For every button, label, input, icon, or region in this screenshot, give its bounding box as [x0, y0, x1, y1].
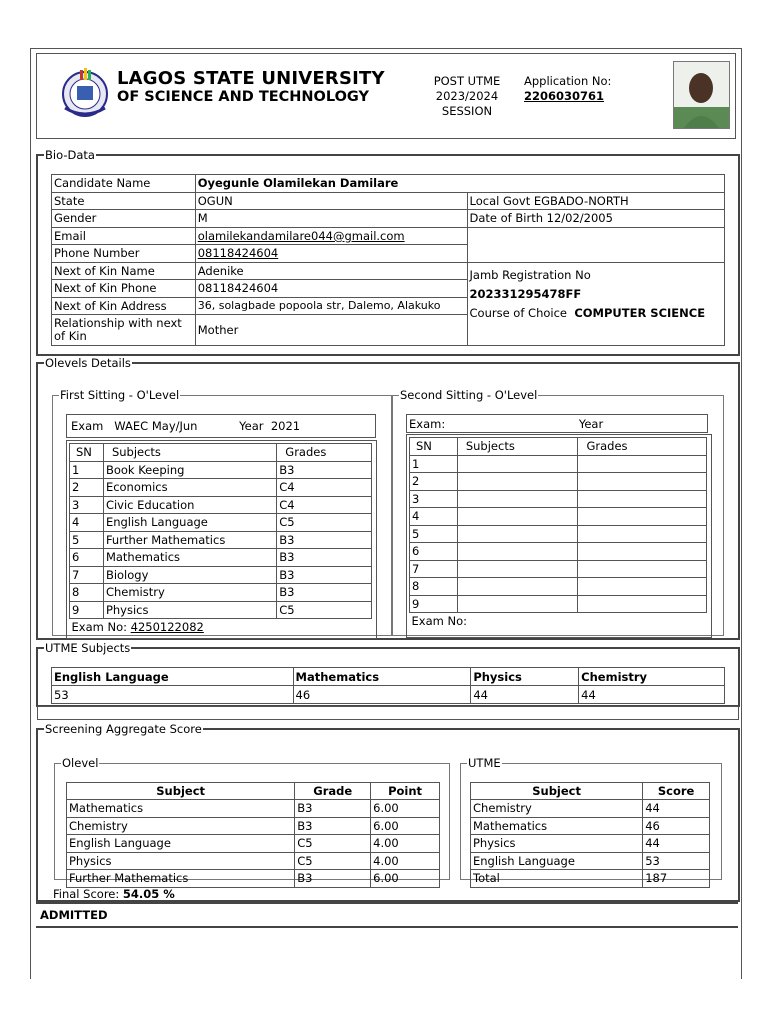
table-row — [70, 461, 372, 479]
first-exam-header — [66, 414, 376, 438]
row-subject: Chemistry — [103, 584, 276, 602]
row-grade: C5 — [277, 601, 372, 619]
first-year-value: 2021 — [270, 419, 301, 433]
row-grade — [578, 595, 707, 613]
table-row — [70, 514, 372, 532]
row-score: 44 — [643, 800, 710, 818]
application-info — [524, 74, 611, 104]
row-grade — [578, 508, 707, 526]
table-row — [410, 578, 707, 596]
table-row — [410, 560, 707, 578]
row-score: 46 — [643, 817, 710, 835]
table-row — [70, 566, 372, 584]
kin-name-value: Adenike — [195, 262, 467, 280]
row-grade — [578, 578, 707, 596]
second-exam-no-label: Exam No: — [411, 614, 467, 629]
row-subject: Book Keeping — [103, 461, 276, 479]
screening-section — [36, 722, 740, 902]
second-exam-header — [406, 414, 708, 433]
table-row — [410, 543, 707, 561]
utme-score-1: 53 — [52, 686, 294, 704]
row-subject — [457, 525, 578, 543]
row-sn: 8 — [410, 578, 458, 596]
final-score — [53, 887, 175, 901]
row-subject — [457, 578, 578, 596]
university-name-line2: OF SCIENCE AND TECHNOLOGY — [117, 89, 370, 105]
row-sn: 6 — [70, 549, 104, 567]
row-grade — [578, 490, 707, 508]
row-grade: B3 — [295, 817, 371, 835]
screening-legend: Screening Aggregate Score — [45, 722, 202, 736]
olevel-col-grade: Grade — [295, 783, 371, 800]
table-row — [471, 800, 710, 818]
jamb-label: Jamb Registration No — [469, 267, 591, 282]
first-col-subjects: Subjects — [103, 444, 276, 462]
email-value[interactable]: olamilekandamilare044@gmail.com — [195, 227, 467, 245]
row-point: 6.00 — [371, 817, 440, 835]
jamb-course-cell — [467, 262, 725, 346]
table-row — [70, 549, 372, 567]
row-subject: Chemistry — [471, 800, 643, 818]
bio-data-section — [36, 148, 740, 356]
first-exam-no: 4250122082 — [130, 620, 204, 635]
session-line3: SESSION — [441, 104, 493, 118]
first-exam-value: WAEC May/Jun — [114, 419, 198, 433]
table-row — [67, 870, 440, 888]
first-grades-table — [69, 443, 372, 636]
row-subject: English Language — [67, 835, 295, 853]
row-grade: C5 — [295, 835, 371, 853]
row-sn: 2 — [410, 473, 458, 491]
second-year-label: Year — [578, 416, 604, 431]
row-subject: Physics — [67, 852, 295, 870]
row-grade — [578, 543, 707, 561]
table-row — [70, 496, 372, 514]
bio-data-table — [51, 174, 725, 346]
screening-utme-table — [470, 782, 710, 888]
candidate-portrait-icon — [674, 62, 729, 128]
row-subject: Chemistry — [67, 817, 295, 835]
table-row — [410, 595, 707, 613]
row-sn: 6 — [410, 543, 458, 561]
gender-label: Gender — [52, 210, 196, 228]
table-row — [471, 835, 710, 853]
row-grade: B3 — [277, 549, 372, 567]
first-col-grades: Grades — [277, 444, 372, 462]
screening-olevel-section — [54, 756, 450, 886]
row-sn: 1 — [410, 455, 458, 473]
course-label: Course of Choice — [469, 305, 567, 320]
utme-subjects-table — [51, 667, 725, 704]
row-sn: 1 — [70, 461, 104, 479]
row-grade: B3 — [277, 531, 372, 549]
row-subject: Further Mathematics — [103, 531, 276, 549]
row-subject: Mathematics — [103, 549, 276, 567]
application-number: 2206030761 — [524, 89, 605, 103]
blank-cell — [467, 227, 725, 262]
row-subject: Mathematics — [67, 800, 295, 818]
course-value: COMPUTER SCIENCE — [574, 305, 706, 320]
row-subject — [457, 455, 578, 473]
second-exam-label: Exam: — [409, 416, 446, 431]
candidate-name-label: Candidate Name — [52, 175, 196, 193]
table-row — [67, 800, 440, 818]
row-sn: 8 — [70, 584, 104, 602]
olevels-legend: Olevels Details — [45, 356, 131, 370]
screening-utme-section — [460, 756, 722, 886]
row-subject: Economics — [103, 479, 276, 497]
olevel-col-point: Point — [371, 783, 440, 800]
first-sitting-legend: First Sitting - O'Level — [60, 388, 180, 402]
university-name-line1: LAGOS STATE UNIVERSITY — [117, 68, 385, 89]
row-grade — [578, 560, 707, 578]
utme-subjects-legend: UTME Subjects — [45, 641, 131, 655]
row-grade — [578, 525, 707, 543]
row-score: 53 — [643, 852, 710, 870]
first-sitting-section — [52, 388, 392, 636]
first-year-label: Year — [239, 419, 264, 433]
row-sn: 5 — [70, 531, 104, 549]
row-subject: Mathematics — [471, 817, 643, 835]
state-value: OGUN — [195, 192, 467, 210]
kin-address-label: Next of Kin Address — [52, 297, 196, 315]
admission-status: ADMITTED — [40, 908, 108, 922]
second-col-grades: Grades — [578, 438, 707, 456]
first-exam-row — [67, 415, 376, 438]
row-point: 6.00 — [371, 800, 440, 818]
candidate-name: Oyegunle Olamilekan Damilare — [195, 175, 724, 193]
row-sn: 9 — [410, 595, 458, 613]
phone-label: Phone Number — [52, 245, 196, 263]
screening-olevel-legend: Olevel — [62, 756, 99, 770]
utme-subjects-section — [36, 641, 740, 707]
candidate-photo — [673, 61, 730, 129]
utme-score-4: 44 — [579, 686, 725, 704]
utme-subject-4: Chemistry — [579, 668, 725, 686]
final-score-label: Final Score: — [53, 887, 120, 901]
table-row — [70, 531, 372, 549]
utme-subject-3: Physics — [471, 668, 579, 686]
header — [36, 53, 736, 139]
session-line2: 2023/2024 — [435, 89, 499, 103]
table-row — [471, 852, 710, 870]
table-row — [471, 870, 710, 888]
row-grade: B3 — [277, 566, 372, 584]
row-score: 187 — [643, 870, 710, 888]
row-subject: English Language — [471, 852, 643, 870]
row-subject — [457, 543, 578, 561]
table-row — [410, 473, 707, 491]
kin-address-value: 36, solagbade popoola str, Dalemo, Alakuko — [195, 297, 467, 315]
first-exam-no-label: Exam No: — [71, 620, 127, 635]
olevel-col-subject: Subject — [67, 783, 295, 800]
dob-value: Date of Birth 12/02/2005 — [467, 210, 725, 228]
row-subject — [457, 560, 578, 578]
course-line — [470, 304, 723, 323]
second-grades-table — [409, 437, 707, 630]
application-label: Application No: — [524, 74, 612, 88]
university-logo-icon — [57, 64, 113, 120]
row-grade: C5 — [295, 852, 371, 870]
screening-olevel-table — [66, 782, 440, 888]
row-subject: Further Mathematics — [67, 870, 295, 888]
second-exam-row — [407, 415, 708, 433]
table-row — [67, 835, 440, 853]
first-exam-label: Exam — [71, 419, 104, 433]
row-point: 6.00 — [371, 870, 440, 888]
table-row — [410, 490, 707, 508]
row-grade: B3 — [295, 800, 371, 818]
admission-status-bar — [36, 902, 738, 928]
table-row — [410, 508, 707, 526]
utme-score-2: 46 — [293, 686, 471, 704]
row-sn: 2 — [70, 479, 104, 497]
table-row — [471, 817, 710, 835]
second-col-sn: SN — [410, 438, 458, 456]
row-sn: 4 — [410, 508, 458, 526]
lga-value: Local Govt EGBADO-NORTH — [467, 192, 725, 210]
row-subject: Total — [471, 870, 643, 888]
row-score: 44 — [643, 835, 710, 853]
row-subject: Physics — [471, 835, 643, 853]
utme-col-subject: Subject — [471, 783, 643, 800]
row-grade: C4 — [277, 479, 372, 497]
row-grade: C5 — [277, 514, 372, 532]
row-subject: Biology — [103, 566, 276, 584]
table-row — [67, 852, 440, 870]
spacer-bar — [37, 706, 739, 720]
row-subject — [457, 595, 578, 613]
row-sn: 5 — [410, 525, 458, 543]
utme-score-3: 44 — [471, 686, 579, 704]
gender-value: M — [195, 210, 467, 228]
row-sn: 3 — [70, 496, 104, 514]
relationship-label: Relationship with next of Kin — [52, 315, 196, 346]
table-row — [70, 479, 372, 497]
second-sitting-section — [392, 388, 724, 636]
row-point: 4.00 — [371, 852, 440, 870]
row-point: 4.00 — [371, 835, 440, 853]
table-row — [70, 584, 372, 602]
row-sn: 4 — [70, 514, 104, 532]
relationship-value: Mother — [195, 315, 467, 346]
first-col-sn: SN — [70, 444, 104, 462]
first-exam-no-row — [70, 619, 372, 636]
second-sitting-legend: Second Sitting - O'Level — [400, 388, 538, 402]
bio-data-legend: Bio-Data — [45, 148, 95, 162]
row-subject: Civic Education — [103, 496, 276, 514]
phone-value[interactable]: 08118424604 — [195, 245, 467, 263]
row-subject — [457, 490, 578, 508]
row-grade: C4 — [277, 496, 372, 514]
row-sn: 7 — [70, 566, 104, 584]
row-sn: 7 — [410, 560, 458, 578]
row-subject: English Language — [103, 514, 276, 532]
table-row — [410, 525, 707, 543]
final-score-value: 54.05 % — [122, 887, 175, 901]
row-grade: B3 — [277, 461, 372, 479]
kin-name-label: Next of Kin Name — [52, 262, 196, 280]
row-subject — [457, 508, 578, 526]
jamb-number: 202331295478FF — [469, 286, 582, 301]
row-grade — [578, 455, 707, 473]
table-row — [410, 455, 707, 473]
table-row — [67, 817, 440, 835]
row-grade — [578, 473, 707, 491]
row-sn: 9 — [70, 601, 104, 619]
email-label: Email — [52, 227, 196, 245]
first-grades-box — [66, 440, 377, 639]
row-sn: 3 — [410, 490, 458, 508]
row-grade: B3 — [295, 870, 371, 888]
utme-col-score: Score — [643, 783, 710, 800]
second-col-subjects: Subjects — [457, 438, 578, 456]
state-label: State — [52, 192, 196, 210]
kin-phone-value: 08118424604 — [195, 280, 467, 298]
second-grades-box — [406, 434, 712, 638]
row-subject: Physics — [103, 601, 276, 619]
utme-subject-2: Mathematics — [293, 668, 471, 686]
row-subject — [457, 473, 578, 491]
screening-utme-legend: UTME — [468, 756, 501, 770]
second-exam-no-row — [410, 613, 707, 630]
row-grade: B3 — [277, 584, 372, 602]
olevels-section — [36, 356, 740, 640]
session-line1: POST UTME — [433, 74, 501, 88]
table-row — [70, 601, 372, 619]
kin-phone-label: Next of Kin Phone — [52, 280, 196, 298]
utme-subject-1: English Language — [52, 668, 294, 686]
session-info — [427, 74, 507, 119]
